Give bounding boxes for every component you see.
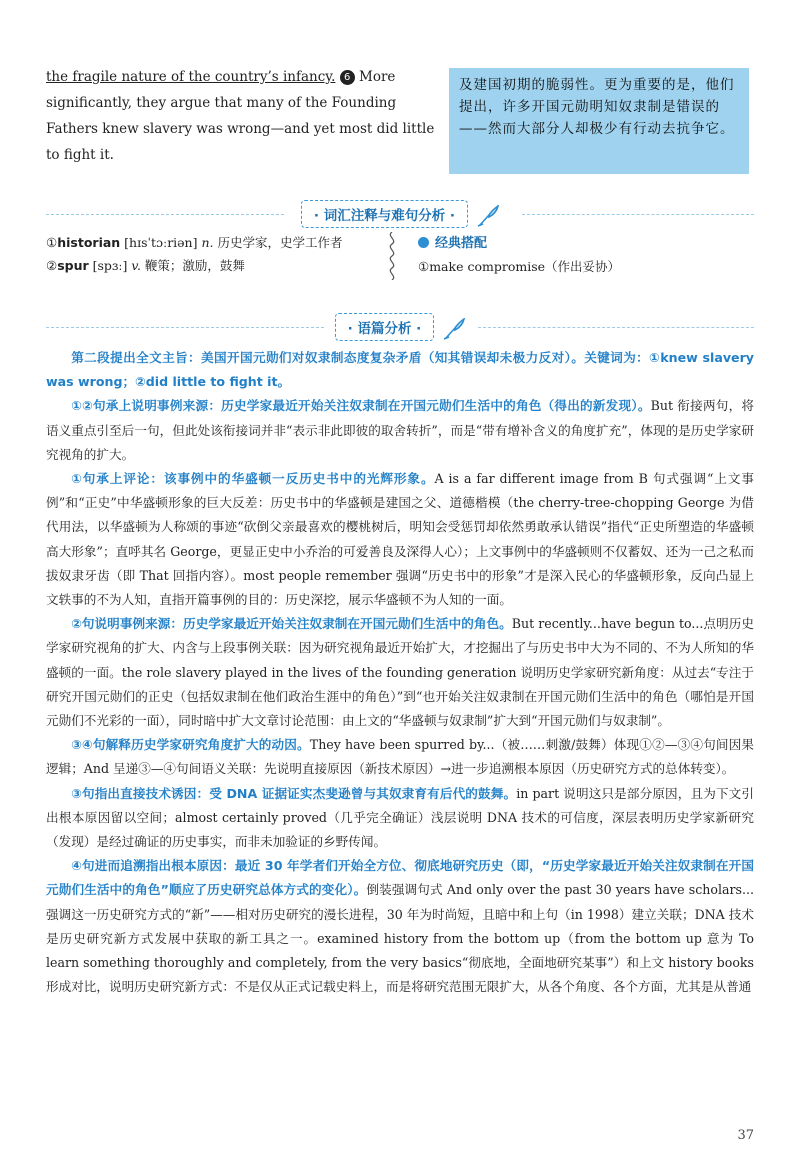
collocation-title: 经典搭配 xyxy=(435,236,488,251)
sentence-marker: 6 xyxy=(340,70,355,85)
translation-box: 及建国初期的脆弱性。更为重要的是，他们提出，许多开国元勋明知奴隶制是错误的——然而大部分人却极少有行动去抗争它。 xyxy=(449,68,749,174)
vocab-banner xyxy=(0,200,800,228)
spring-divider-icon xyxy=(384,232,400,280)
analysis-paragraph xyxy=(46,346,754,394)
banner-divider-left xyxy=(46,214,284,215)
vocab-num: ② xyxy=(46,258,58,273)
banner-divider-right xyxy=(478,327,754,328)
vocab-phonetic: [hɪsˈtɔːriən] xyxy=(120,235,202,250)
analysis-text: But recently...have begun to...点明历史学家研究视角的扩大、内含与上段事例关联：因为研究视角最近开始扩大，才挖掘出了与历史书中大为不同的、不为人所知的华盛顿的一面。the role slavery played in the lives of the founding generation 说明历史学家研究新角度：从过去“专注于研究开国元勋们的正史（包括奴隶制在他们政治生涯中的角色）”到“也开始关注奴隶制在开国元勋们生活中的角色（哪怕是开国元勋们不光彩的一面），同时暗中扩大文章讨论范围：由上文的“华盛顿与奴隶制”扩大到“开国元勋们与奴隶制”。 xyxy=(46,616,755,729)
vocab-num: ① xyxy=(46,235,58,250)
banner-divider-left xyxy=(46,327,324,328)
analysis-body xyxy=(46,346,754,999)
vocab-item xyxy=(46,254,376,277)
analysis-text: A is a far different image from B 句式强调“上文事例”和“正史”中华盛顿形象的巨大反差：历史书中的华盛顿是建国之父、道德楷模（the cherry-tree-chopping George 为借代用法，以华盛顿为人称颂的事迹“砍倒父亲最喜欢的樱桃树后，明知会受惩罚却依然勇敢承认错误”指代“正史所塑造的华盛顿高大形象”；直呼其名 George，更显正史中小乔治的可爱善良及深得人心）；上文事例中的华盛顿则不仅蓄奴、还为一己之私而拔奴隶牙齿（即 That 回指内容）。most people remember 强调“历史书中的形象”才是深入民心的华盛顿形象，反向凸显上文轶事的不为人知，直指开篇事例的目的：历史深挖，展示华盛顿不为人知的一面。 xyxy=(46,471,754,608)
analysis-paragraph xyxy=(46,733,754,781)
vocab-pos: n. xyxy=(201,235,214,250)
banner-divider-right xyxy=(522,214,754,215)
analysis-text: 倒装强调句式 And only over the past 30 years have scholars...强调这一历史研究方式的“新”——相对历史研究的漫长进程，30 年为时尚短，且暗中和上句（in 1998）建立关联；DNA 技术是历史研究新方式发展中获取的新工具之一。examined history from the bottom up（from the bottom up 意为 To learn something thoroughly and completely, from the very basics“彻底地，全面地研究某事”）和上文 history books 形成对比，说明历史研究新方式：不是仅从正式记载史料上，而是将研究范围无限扩大，从各个角度、各个方面，尤其是从普通 xyxy=(46,882,754,995)
analysis-highlight: ③④句解释历史学家研究角度扩大的动因。 xyxy=(71,737,310,753)
vocab-list xyxy=(46,231,376,277)
analysis-banner-title: · 语篇分析 · xyxy=(335,313,435,341)
english-part2: More significantly, they argue that many of the Founding Fathers knew slavery was wrong—and yet most did little to fight it. xyxy=(46,69,435,163)
page-number: 37 xyxy=(737,1128,754,1143)
collocation-box xyxy=(418,231,758,278)
english-passage xyxy=(46,64,438,168)
analysis-paragraph xyxy=(46,467,754,612)
analysis-highlight: ①句承上评论：该事例中的华盛顿一反历史书中的光辉形象。 xyxy=(71,471,435,487)
analysis-paragraph xyxy=(46,394,754,467)
analysis-text: in part 说明这只是部分原因，且为下文引出根本原因留以空间；almost certainly proved（几乎完全确证）浅层说明 DNA 技术的可信度，深层表明历史学家新研究（发现）是经过确证的历史事实，而非未加验证的乡野传闻。 xyxy=(46,785,754,850)
vocab-word: spur xyxy=(57,258,89,273)
analysis-paragraph xyxy=(46,782,754,855)
vocab-meaning: 历史学家，史学工作者 xyxy=(213,235,343,250)
analysis-highlight: ④句进而追溯指出根本原因：最近 30 年学者们开始全方位、彻底地研究历史（即，“历史学家最近开始关注奴隶制在开国元勋们生活中的角色”顺应了历史研究总体方式的变化）。 xyxy=(46,858,754,898)
analysis-text: They have been spurred by...（被……刺激/鼓舞）体现①②—③④句间因果逻辑；And 呈递③—④句间语义关联：先说明直接原因（新技术原因）→进一步追溯根本原因（历史研究方式的总体转变）。 xyxy=(46,737,754,777)
collocation-item: ①make compromise（作出妥协） xyxy=(418,259,621,274)
analysis-highlight: 第二段提出全文主旨：美国开国元勋们对奴隶制态度复杂矛盾（知其错误却未极力反对）。关键词为：①knew slavery was wrong；②did little to fight it。 xyxy=(46,350,754,390)
vocab-banner-title: · 词汇注释与难句分析 · xyxy=(301,200,468,228)
analysis-banner xyxy=(0,313,800,341)
english-part1: the fragile nature of the country’s infancy. xyxy=(46,69,336,85)
vocab-item xyxy=(46,231,376,254)
vocab-meaning: 鞭策；激励，鼓舞 xyxy=(140,258,245,273)
vocab-phonetic: [spɜː] xyxy=(88,258,132,273)
bullet-dot-icon xyxy=(418,237,429,248)
analysis-paragraph xyxy=(46,854,754,999)
vocab-pos: v. xyxy=(131,258,141,273)
analysis-highlight: ①②句承上说明事例来源：历史学家最近开始关注奴隶制在开国元勋们生活中的角色（得出的新发现）。 xyxy=(71,398,651,414)
vocab-word: historian xyxy=(57,235,121,250)
analysis-paragraph xyxy=(46,612,754,733)
quill-icon xyxy=(443,318,465,340)
analysis-highlight: ②句说明事例来源：历史学家最近开始关注奴隶制在开国元勋们生活中的角色。 xyxy=(71,616,512,632)
quill-icon xyxy=(477,205,499,227)
analysis-highlight: ③句指出直接技术诱因：受 DNA 证据证实杰斐逊曾与其奴隶育有后代的鼓舞。 xyxy=(71,785,517,801)
analysis-text: But 衔接两句，将语义重点引至后一句，但此处该衔接词并非“表示非此即彼的取舍转折”，而是“带有增补含义的角度扩充”，体现的是历史学家研究视角的扩大。 xyxy=(46,398,754,462)
